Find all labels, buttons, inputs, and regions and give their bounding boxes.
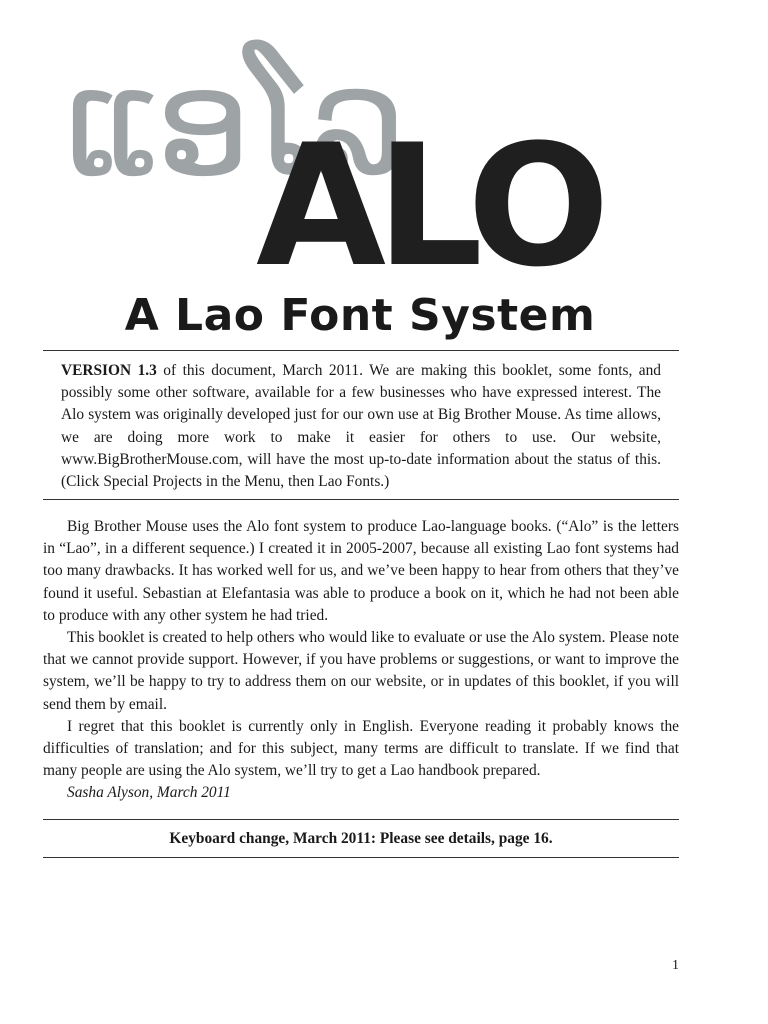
top-rule [43, 350, 679, 351]
body-paragraph: Big Brother Mouse uses the Alo font system to produce Lao-language books. (“Alo” is the letters in “Lao”, in a different sequence.) I created it in 2005-2007, because all existing Lao font systems had too many drawbacks. It has worked well for us, and we’ve been happy to hear from others that they’ve found it useful. Sebastian at Elefantasia was able to produce a book on it, which he had not been able to produce with any other system he had tried. [43, 518, 679, 624]
version-bottom-rule [43, 499, 679, 500]
body-paragraph: This booklet is created to help others who would like to evaluate or use the Alo system. Please note that we cannot provide support. However, if you have problems or suggestions, or want to improve the system, we’ll be happy to try to address them on our website, or in updates of this booklet, if you will send them by email. [43, 629, 679, 713]
page-number: 1 [672, 958, 679, 973]
keyboard-notice: Keyboard change, March 2011: Please see details, page 16. [169, 830, 553, 847]
version-note [61, 360, 661, 493]
version-lead: VERSION 1.3 [61, 362, 157, 379]
body-text [43, 516, 679, 805]
version-text: of this document, March 2011. We are making this booklet, some fonts, and possibly some other software, available for a few businesses who have expressed interest. The Alo system was originally developed just for our own use at Big Brother Mouse. As time allows, we are doing more work to make it easier for others to use. Our website, www.BigBrotherMouse.com, will have the most up-to-date information about the status of this. (Click Special Projects in the Menu, then Lao Fonts.) [61, 362, 661, 491]
logo [60, 30, 660, 304]
body-paragraph: I regret that this booklet is currently only in English. Everyone reading it probably knows the difficulties of translation; and for this subject, many terms are difficult to translate. If we find that many people are using the Alo system, we’ll try to get a Lao handbook prepared. [43, 717, 679, 780]
logo-alo-text: ALO [256, 108, 600, 304]
notice-top-rule [43, 819, 679, 820]
logo-lao-text: ແອໂລ [64, 36, 400, 210]
signature: Sasha Alyson, March 2011 [67, 784, 231, 802]
page-subtitle: A Lao Font System [124, 290, 596, 341]
notice-bottom-rule [43, 857, 679, 858]
